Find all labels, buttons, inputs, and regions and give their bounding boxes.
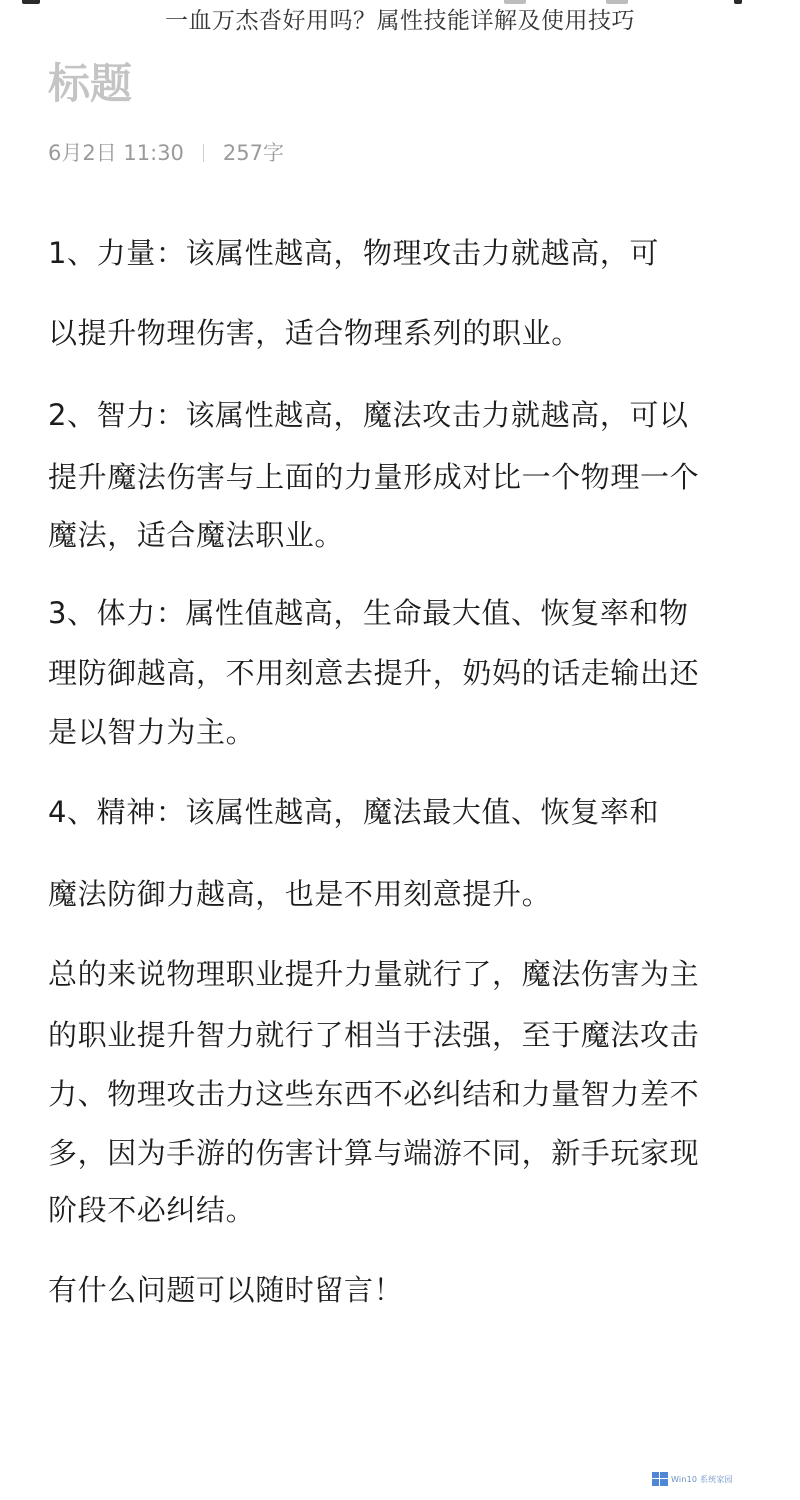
content-line: 3、体力：属性值越高，生命最大值、恢复率和物 xyxy=(48,596,689,630)
meta-divider xyxy=(203,144,204,162)
watermark-text: Win10 系统家园 xyxy=(671,1474,733,1484)
content-line: 以提升物理伤害，适合物理系列的职业。 xyxy=(48,316,581,350)
watermark xyxy=(652,1466,760,1492)
note-title[interactable]: 标题 xyxy=(48,59,133,108)
windows-logo-icon xyxy=(652,1472,668,1486)
overlay-title: 一血万杰沓好用吗？属性技能详解及使用技巧 xyxy=(165,8,635,34)
content-line: 多，因为手游的伤害计算与端游不同，新手玩家现 xyxy=(48,1136,700,1170)
back-arrow-icon[interactable] xyxy=(22,0,40,4)
content-line: 提升魔法伤害与上面的力量形成对比一个物理一个 xyxy=(48,460,700,494)
note-meta xyxy=(48,139,284,167)
content-line: 2、智力：该属性越高，魔法攻击力就越高，可以 xyxy=(48,398,689,432)
note-word-count: 257字 xyxy=(222,141,285,165)
content-line: 魔法，适合魔法职业。 xyxy=(48,518,345,552)
content-line: 力、物理攻击力这些东西不必纠结和力量智力差不 xyxy=(48,1077,700,1111)
content-line: 是以智力为主。 xyxy=(48,715,256,749)
content-line: 1、力量：该属性越高，物理攻击力就越高，可 xyxy=(48,236,660,270)
content-line: 魔法防御力越高，也是不用刻意提升。 xyxy=(48,877,552,911)
content-line: 的职业提升智力就行了相当于法强，至于魔法攻击 xyxy=(48,1018,700,1052)
content-line: 4、精神：该属性越高，魔法最大值、恢复率和 xyxy=(48,795,660,829)
content-line: 阶段不必纠结。 xyxy=(48,1193,256,1227)
content-line: 理防御越高，不用刻意去提升，奶妈的话走输出还 xyxy=(48,656,700,690)
note-date: 6月2日 11:30 xyxy=(48,141,184,165)
toolbar-icon[interactable] xyxy=(606,0,628,4)
content-line: 总的来说物理职业提升力量就行了，魔法伤害为主 xyxy=(48,957,700,991)
more-icon[interactable] xyxy=(734,0,742,4)
content-line: 有什么问题可以随时留言！ xyxy=(48,1273,404,1307)
toolbar-icon[interactable] xyxy=(504,0,526,4)
